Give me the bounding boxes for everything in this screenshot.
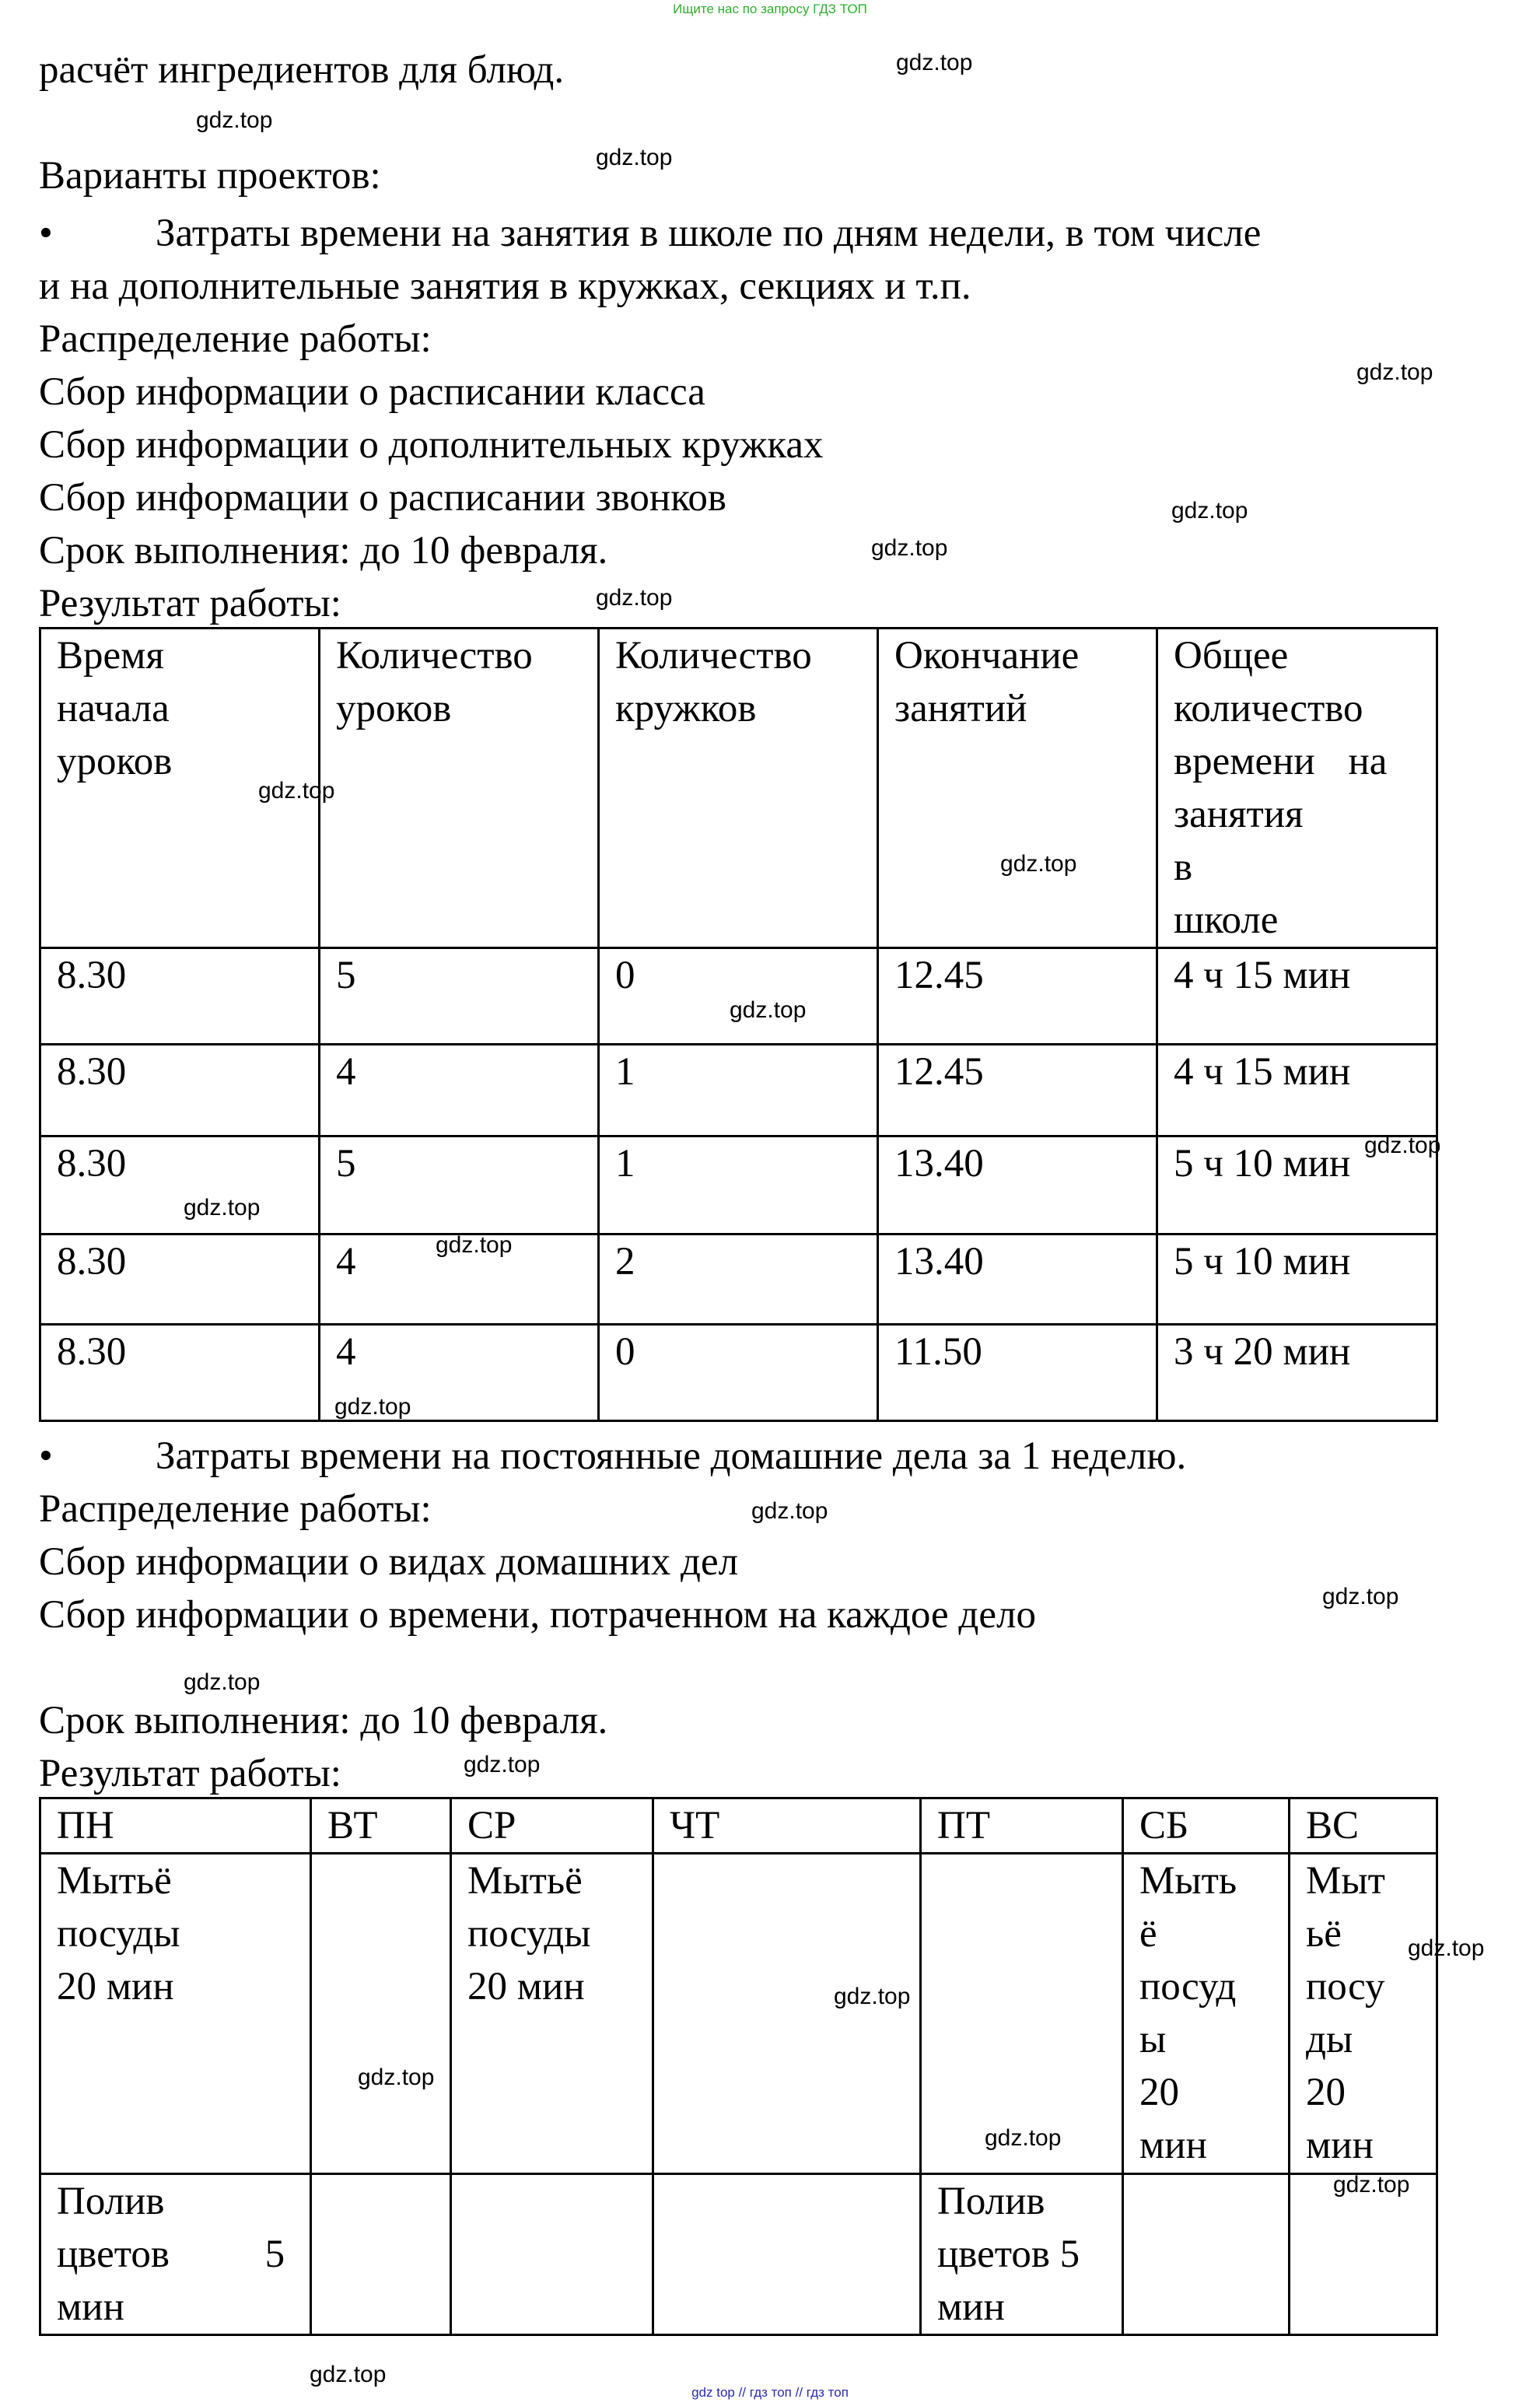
table-cell: Полив цветов 5 мин [921,2174,1123,2335]
watermark-text: gdz.top [1364,1133,1441,1158]
watermark-text: gdz.top [1000,851,1077,877]
project1-task: Сбор информации о расписании звонков [39,476,726,520]
footer-note: gdz top // гдз топ // гдз топ [691,2385,849,2400]
header-note: Ищите нас по запросу ГДЗ ТОП [673,2,867,16]
table-cell: 4 [320,1045,599,1136]
table-cell: 4 [320,1325,599,1421]
watermark-text: gdz.top [310,2362,387,2387]
header-cell: ПТ [921,1798,1123,1854]
variants-heading: Варианты проектов: [39,154,381,198]
table-cell: 1 [599,1136,878,1235]
watermark-text: gdz.top [334,1394,411,1420]
table-cell [311,1854,451,2174]
watermark-text: gdz.top [1171,498,1248,524]
table-cell [653,2174,921,2335]
table-header-row [40,629,1437,948]
watermark-text: gdz.top [358,2065,435,2090]
table-cell [1123,2174,1290,2335]
project1-task: Сбор информации о расписании класса [39,370,705,414]
table-row [40,1235,1437,1325]
watermark-text: gdz.top [1408,1935,1485,1961]
table-cell: Мытьё посуды 20 мин [40,1854,311,2174]
table-cell: 5 [320,1136,599,1235]
header-cell: ВС [1290,1798,1437,1854]
table-cell [311,2174,451,2335]
project1-title-line2: и на дополнительные занятия в кружках, секциях и т.п. [39,264,971,308]
table-cell: 4 [320,1235,599,1325]
project1-deadline: Срок выполнения: до 10 февраля. [39,529,608,573]
project1-title-line1 [39,207,1439,260]
project2-task: Сбор информации о времени, потраченном на каждое дело [39,1593,1036,1637]
table-row [40,1045,1437,1136]
table-cell: 2 [599,1235,878,1325]
table-cell: 8.30 [40,1045,320,1136]
watermark-text: gdz.top [896,50,973,75]
project1-distribution-label: Распределение работы: [39,317,432,361]
table-cell: 12.45 [878,1045,1157,1136]
header-cell: СР [451,1798,653,1854]
table-row [40,948,1437,1045]
bullet-icon: • [39,1434,53,1478]
table-row [40,2174,1437,2335]
watermark-text: gdz.top [596,145,673,170]
table-row [40,1854,1437,2174]
table-cell: 12.45 [878,948,1157,1045]
project2-title-text: Затраты времени на постоянные домашние дела за 1 неделю. [156,1434,1187,1478]
project1-task: Сбор информации о дополнительных кружках [39,423,824,467]
table-cell: 8.30 [40,1325,320,1421]
table-header-row [40,1798,1437,1854]
watermark-text: gdz.top [1356,359,1433,385]
table-cell: Мыть ё посуд ы 20 мин [1123,1854,1290,2174]
project2-result-label: Результат работы: [39,1752,341,1795]
table-cell: 13.40 [878,1136,1157,1235]
table-cell: Мыт ьё посу ды 20 мин [1290,1854,1437,2174]
school-time-table [39,627,1441,1422]
header-cell: Общее количество времени на занятия в школе [1157,629,1437,948]
table-cell: 11.50 [878,1325,1157,1421]
watermark-text: gdz.top [985,2125,1062,2151]
table-cell: 5 ч 10 мин [1157,1136,1437,1235]
watermark-text: gdz.top [730,997,807,1023]
watermark-text: gdz.top [258,778,335,804]
table-cell [653,1854,921,2174]
watermark-text: gdz.top [834,1984,911,2009]
project2-deadline: Срок выполнения: до 10 февраля. [39,1699,608,1742]
header-cell: ВТ [311,1798,451,1854]
table-cell: 1 [599,1045,878,1136]
table-cell: 8.30 [40,948,320,1045]
watermark-text: gdz.top [751,1498,828,1524]
table-cell: Полив цветов 5 мин [40,2174,311,2335]
watermark-text: gdz.top [436,1232,513,1258]
header-cell: Количество уроков [320,629,599,948]
watermark-text: gdz.top [1322,1584,1399,1609]
header-cell: СБ [1123,1798,1290,1854]
table-cell: Мытьё посуды 20 мин [451,1854,653,2174]
table-cell: 0 [599,948,878,1045]
table-cell: 5 ч 10 мин [1157,1235,1437,1325]
watermark-text: gdz.top [464,1752,541,1777]
bullet-icon: • [39,212,53,255]
table-cell [451,2174,653,2335]
project2-task: Сбор информации о видах домашних дел [39,1540,739,1584]
watermark-text: gdz.top [1333,2172,1410,2198]
table-cell: 4 ч 15 мин [1157,1045,1437,1136]
table-cell: 4 ч 15 мин [1157,948,1437,1045]
table-row [40,1325,1437,1421]
watermark-text: gdz.top [871,535,948,561]
header-cell: ЧТ [653,1798,921,1854]
table-cell: 5 [320,948,599,1045]
table-cell: 13.40 [878,1235,1157,1325]
watermark-text: gdz.top [184,1669,261,1695]
table-cell: 0 [599,1325,878,1421]
watermark-text: gdz.top [596,585,673,611]
header-cell: Количество кружков [599,629,878,948]
watermark-text: gdz.top [196,107,273,133]
project1-title-text: Затраты времени на занятия в школе по дням недели, в том числе [156,212,1262,255]
table-cell: 8.30 [40,1235,320,1325]
project2-title-line [39,1430,1439,1483]
header-cell: Окончание занятий [878,629,1157,948]
watermark-text: gdz.top [184,1195,261,1221]
table-cell: 8.30 [40,1136,320,1235]
intro-line: расчёт ингредиентов для блюд. [39,48,565,92]
project2-distribution-label: Распределение работы: [39,1487,432,1531]
housework-table [39,1797,1438,2336]
table-cell: 3 ч 20 мин [1157,1325,1437,1421]
project1-result-label: Результат работы: [39,582,341,625]
header-cell: ПН [40,1798,311,1854]
header-cell: Время начала уроков [40,629,320,948]
